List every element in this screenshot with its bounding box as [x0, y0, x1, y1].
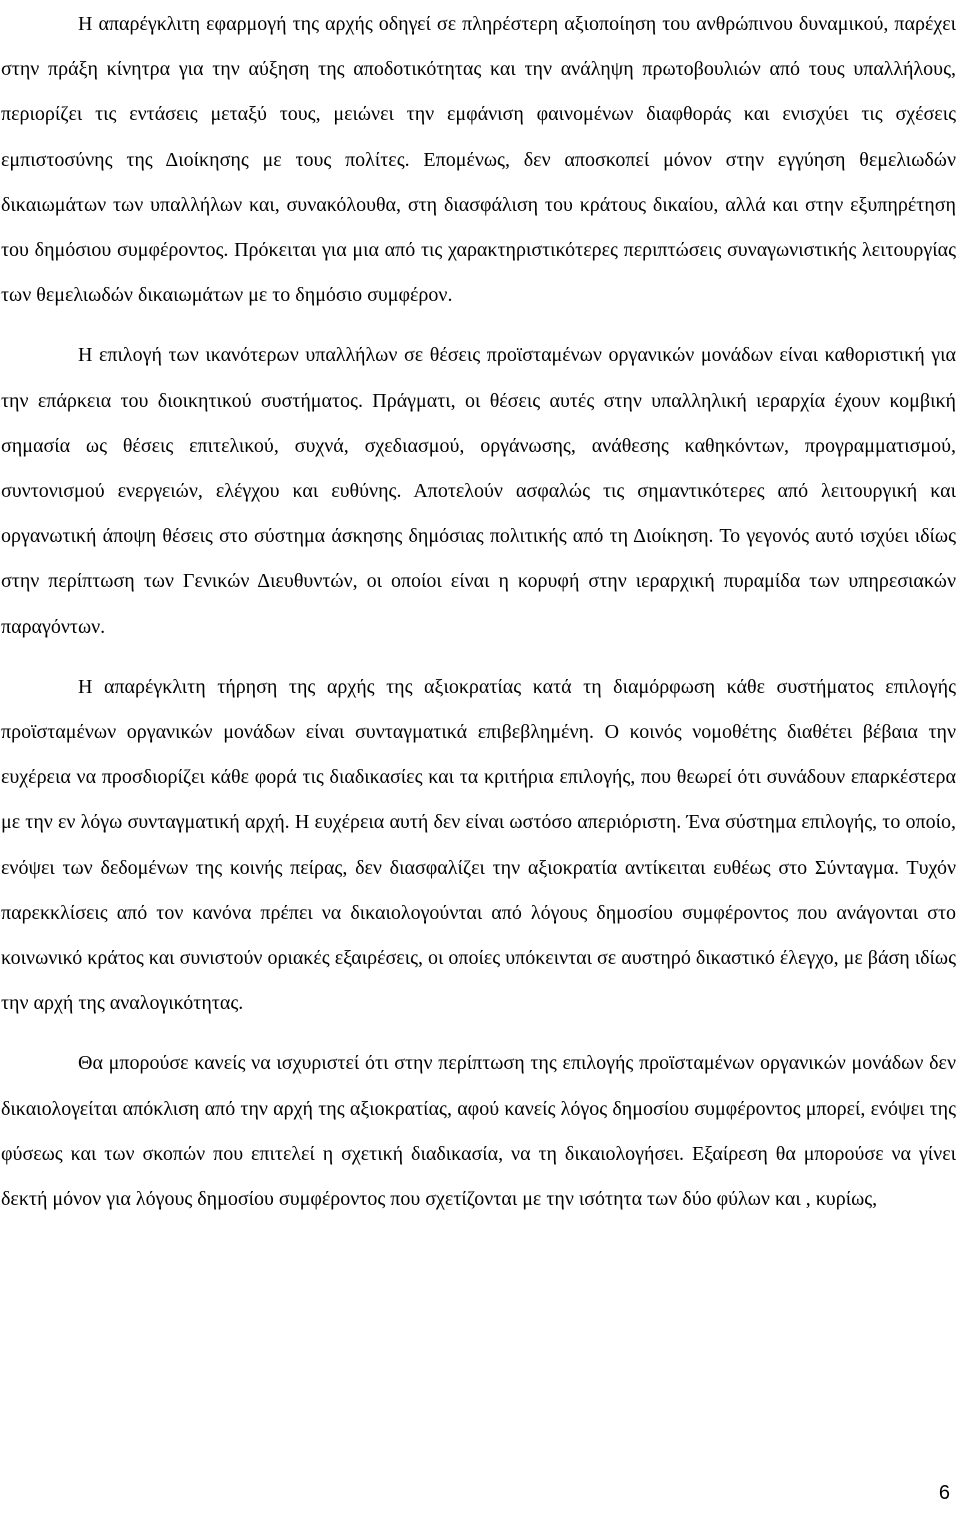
- paragraph-gap: [1, 318, 956, 333]
- paragraph-gap: [1, 1026, 956, 1041]
- paragraph-4: Θα μπορούσε κανείς να ισχυριστεί ότι στην περίπτωση της επιλογής προϊσταμένων οργανικών μονάδων δεν δικαιολογείται απόκλιση από την αρχή της αξιοκρατίας, αφού κανείς λόγος δημοσίου συμφέροντος μπορεί, ενόψει της φύσεως και των σκοπών που επιτελεί η σχετική διαδικασία, να τη δικαιολογήσει. Εξαίρεση θα μπορούσε να γίνει δεκτή μόνον για λόγους δημοσίου συμφέροντος που σχετίζονται με την ισότητα των δύο φύλων και , κυρίως,: [1, 1052, 956, 1211]
- paragraph-1: Η απαρέγκλιτη εφαρμογή της αρχής οδηγεί σε πληρέστερη αξιοποίηση του ανθρώπινου δυναμικού, παρέχει στην πράξη κίνητρα για την αύξηση της αποδοτικότητας και την ανάληψη πρωτοβουλιών από τους υπαλλήλους, περιορίζει τις εντάσεις μεταξύ τους, μειώνει την εμφάνιση φαινομένων διαφθοράς και ενισχύει τις σχέσεις εμπιστοσύνης της Διοίκησης με τους πολίτες. Επομένως, δεν αποσκοπεί μόνον στην εγγύηση θεμελιωδών δικαιωμάτων των υπαλλήλων και, συνακόλουθα, στη διασφάλιση του κράτους δικαίου, αλλά και στην εξυπηρέτηση του δημόσιου συμφέροντος. Πρόκειται για μια από τις χαρακτηριστικότερες περιπτώσεις συναγωνιστικής λειτουργίας των θεμελιωδών δικαιωμάτων με το δημόσιο συμφέρον.: [1, 13, 956, 307]
- paragraph-3: Η απαρέγκλιτη τήρηση της αρχής της αξιοκρατίας κατά τη διαμόρφωση κάθε συστήματος επιλογής προϊσταμένων οργανικών μονάδων είναι συνταγματικά επιβεβλημένη. Ο κοινός νομοθέτης διαθέτει βέβαια την ευχέρεια να προσδιορίζει κάθε φορά τις διαδικασίες και τα κριτήρια επιλογής, που θεωρεί ότι συνάδουν επαρκέστερα με την εν λόγω συνταγματική αρχή. Η ευχέρεια αυτή δεν είναι ωστόσο απεριόριστη. Ένα σύστημα επιλογής, το οποίο, ενόψει των δεδομένων της κοινής πείρας, δεν διασφαλίζει την αξιοκρατία αντίκειται ευθέως στο Σύνταγμα. Τυχόν παρεκκλίσεις από τον κανόνα πρέπει να δικαιολογούνται από λόγους δημοσίου συμφέροντος που ανάγονται στο κοινωνικό κράτος και συνιστούν οριακές εξαιρέσεις, οι οποίες υπόκεινται σε αυστηρό δικαστικό έλεγχο, με βάση ιδίως την αρχή της αναλογικότητας.: [1, 675, 956, 1015]
- document-body: [1, 2, 956, 1222]
- paragraph-2: Η επιλογή των ικανότερων υπαλλήλων σε θέσεις προϊσταμένων οργανικών μονάδων είναι καθοριστική για την επάρκεια του διοικητικού συστήματος. Πράγματι, οι θέσεις αυτές στην υπαλληλική ιεραρχία έχουν κομβική σημασία ως θέσεις επιτελικού, συχνά, σχεδιασμού, οργάνωσης, ανάθεσης καθηκόντων, προγραμματισμού, συντονισμού ενεργειών, ελέγχου και ευθύνης. Αποτελούν ασφαλώς τις σημαντικότερες από λειτουργική και οργανωτική άποψη θέσεις στο σύστημα άσκησης δημόσιας πολιτικής από τη Διοίκηση. Το γεγονός αυτό ισχύει ιδίως στην περίπτωση των Γενικών Διευθυντών, οι οποίοι είναι η κορυφή στην ιεραρχική πυραμίδα των υπηρεσιακών παραγόντων.: [1, 344, 956, 638]
- page-number: 6: [938, 1482, 950, 1504]
- paragraph-gap: [1, 650, 956, 665]
